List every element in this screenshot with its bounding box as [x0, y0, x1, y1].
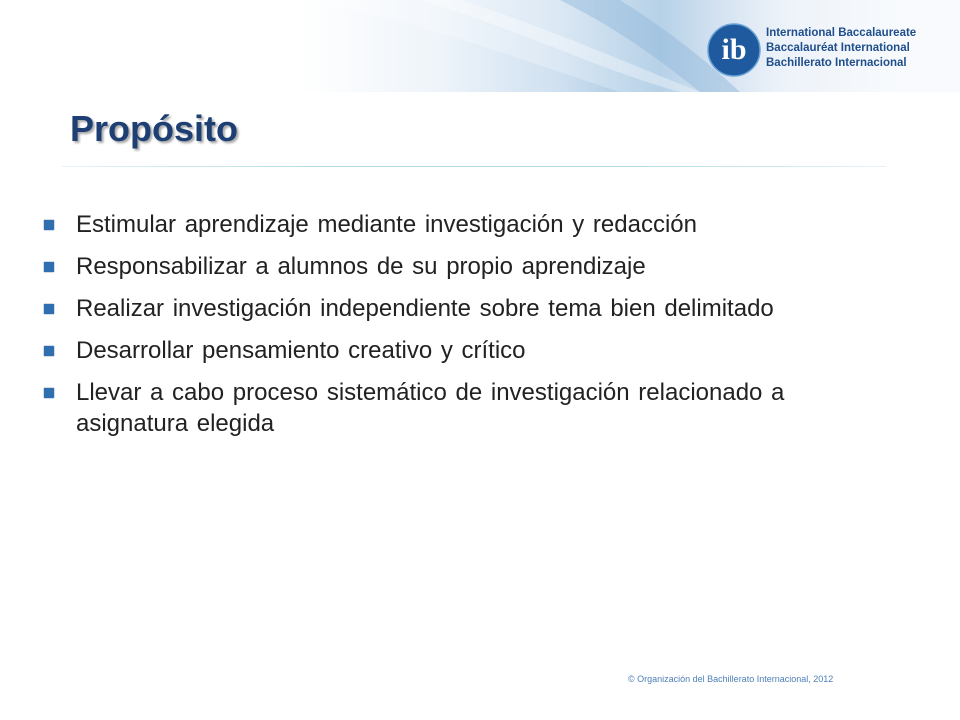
bullet-item: [40, 209, 920, 240]
logo-line-french: Baccalauréat International: [766, 42, 910, 54]
bullet-list: [40, 209, 920, 450]
ib-logo-text: [766, 26, 916, 71]
ib-logo-mark: ib: [721, 33, 747, 66]
bullet-text: Llevar a cabo proceso sistemático de investigación relacionado a asignatura elegida: [76, 379, 785, 437]
bullet-item: [40, 293, 836, 324]
copyright-footer: © Organización del Bachillerato Internacional, 2012: [628, 674, 834, 684]
square-bullet-icon: [44, 220, 54, 230]
square-bullet-icon: [44, 346, 54, 356]
slide-title: Propósito: [70, 108, 238, 149]
logo-line-english: International Baccalaureate: [766, 27, 917, 39]
bullet-item: [40, 251, 920, 282]
logo-line-spanish: Bachillerato Internacional: [766, 57, 907, 69]
bullet-text: Responsabilizar a alumnos de su propio aprendizaje: [76, 253, 646, 280]
square-bullet-icon: [44, 262, 54, 272]
bullet-text: Estimular aprendizaje mediante investigación y redacción: [76, 211, 697, 238]
bullet-text: Desarrollar pensamiento creativo y crítico: [76, 337, 526, 364]
ib-logo-icon: [706, 22, 762, 78]
title-divider: [62, 166, 886, 167]
bullet-text: Realizar investigación independiente sobre tema bien delimitado: [76, 295, 774, 322]
header-band: [0, 0, 960, 92]
bullet-item: [40, 377, 836, 439]
square-bullet-icon: [44, 304, 54, 314]
square-bullet-icon: [44, 388, 54, 398]
bullet-item: [40, 335, 920, 366]
